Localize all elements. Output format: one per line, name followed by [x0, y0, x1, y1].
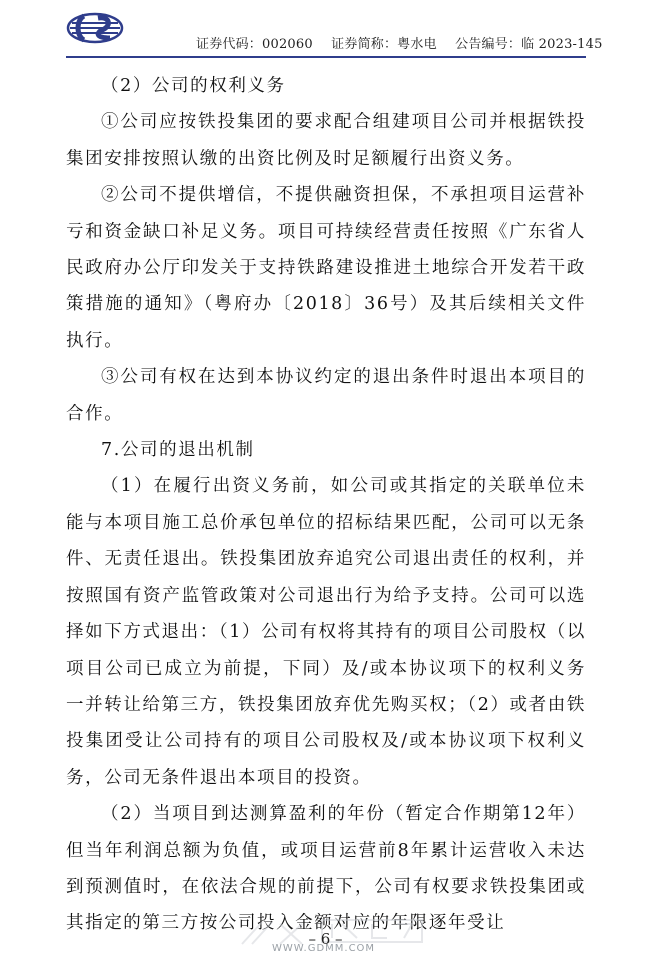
paragraph: ①公司应按铁投集团的要求配合组建项目公司并根据铁投集团安排按照认缴的出资比例及时足额履行出资义务。 [66, 112, 586, 169]
paragraph: ②公司不提供增信，不提供融资担保，不承担项目运营补亏和资金缺口补足义务。项目可持续经营责任按照《广东省人民政府办公厅印发关于支持铁路建设推进土地综合开发若干政策措施的通知》（粤府办〔2018〕36号）及其后续相关文件执行。 [66, 185, 586, 351]
document-body [66, 68, 586, 942]
company-logo-icon [66, 12, 124, 44]
paragraph: ③公司有权在达到本协议约定的退出条件时退出本项目的合作。 [66, 367, 586, 424]
stock-code: 证券代码：002060 [196, 37, 313, 52]
section-heading-rights: （2）公司的权利义务 [101, 76, 286, 96]
paragraph: （2）当项目到达测算盈利的年份（暂定合作期第12年）但当年利润总额为负值，或项目运营前8年累计运营收入未达到预测值时，在依法合规的前提下，公司有权要求铁投集团或其指定的第三方按公司投入金额对应的年限逐年受让 [66, 804, 586, 934]
header-divider [66, 56, 586, 58]
page-header [0, 0, 651, 56]
announcement-number: 公告编号：临 2023-145 [455, 37, 603, 52]
header-info [196, 33, 603, 52]
page-number: – 6 – [308, 930, 343, 948]
section-heading-exit: 7.公司的退出机制 [101, 440, 255, 461]
stock-name: 证券简称：粤水电 [331, 37, 437, 52]
watermark-text: WWW.GDMM.COM [272, 943, 376, 954]
paragraph: （1）在履行出资义务前，如公司或其指定的关联单位未能与本项目施工总价承包单位的招标结果匹配，公司可以无条件、无责任退出。铁投集团放弃追究公司退出责任的权利，并按照国有资产监管政策对公司退出行为给予支持。公司可以选择如下方式退出：（1）公司有权将其持有的项目公司股权（以项目公司已成立为前提，下同）及/或本协议项下的权利义务一并转让给第三方，铁投集团放弃优先购买权；（2）或者由铁投集团受让公司持有的项目公司股权及/或本协议项下权利义务，公司无条件退出本项目的投资。 [66, 476, 586, 788]
